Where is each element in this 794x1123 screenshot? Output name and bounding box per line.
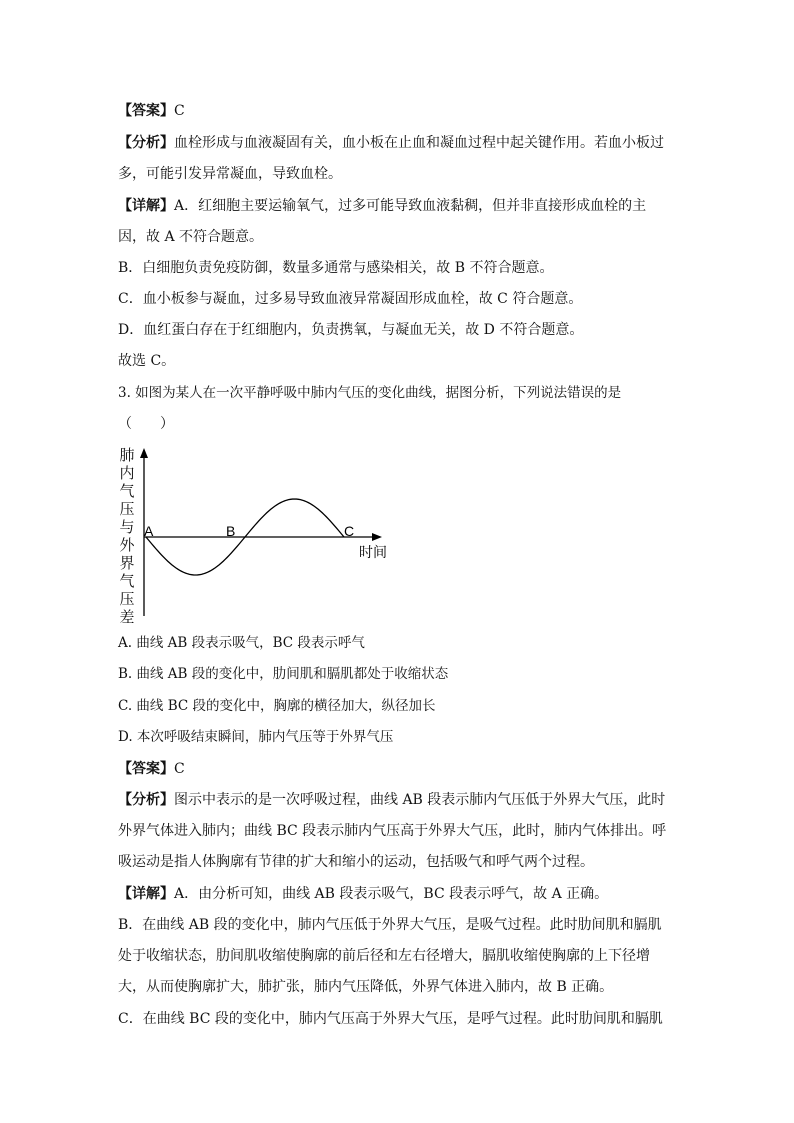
analysis-1-line-2: 多，可能引发异常凝血，导致血栓。 xyxy=(118,166,342,182)
analysis-3-line-1 xyxy=(118,790,665,810)
detail-1-option-c: C．血小板参与凝血，过多易导致血液异常凝固形成血栓，故 C 符合题意。 xyxy=(118,291,583,307)
x-axis-label: 时间 xyxy=(359,545,387,561)
detail-tag: 【详解】 xyxy=(118,886,174,902)
answer-value: C xyxy=(174,103,185,119)
analysis-tag: 【分析】 xyxy=(118,792,174,808)
detail-1-conclusion: 故选 C。 xyxy=(118,353,176,369)
detail-1-line-1 xyxy=(118,196,646,216)
detail-3-b-line-3: 大，从而使胸廓扩大，肺扩张，肺内气压降低，外界气体进入肺内，故 B 正确。 xyxy=(118,979,614,995)
detail-text: A．红细胞主要运输氧气，过多可能导致血液黏稠，但并非直接形成血栓的主 xyxy=(174,198,647,214)
detail-1-line-2: 因，故 A 不符合题意。 xyxy=(118,229,264,245)
analysis-text: 图示中表示的是一次呼吸过程，曲线 AB 段表示肺内气压低于外界大气压，此时 xyxy=(174,792,666,808)
question-3-stem-2: （ ） xyxy=(118,416,174,432)
option-a: A. 曲线 AB 段表示吸气，BC 段表示呼气 xyxy=(118,635,365,651)
detail-1-option-d: D．血红蛋白存在于红细胞内，负责携氧，与凝血无关，故 D 不符合题意。 xyxy=(118,322,584,338)
option-b: B. 曲线 AB 段的变化中，肋间肌和膈肌都处于收缩状态 xyxy=(118,666,449,682)
analysis-tag: 【分析】 xyxy=(118,135,174,151)
detail-tag: 【详解】 xyxy=(118,198,174,214)
answer-1 xyxy=(118,101,185,121)
point-label-a: A xyxy=(144,523,154,539)
answer-tag: 【答案】 xyxy=(118,761,174,777)
detail-3-c-line-1: C．在曲线 BC 段的变化中，肺内气压高于外界大气压，是呼气过程。此时肋间肌和膈肌 xyxy=(118,1011,663,1027)
chart-y-axis-label: 肺内气压与外界气压差 xyxy=(119,446,135,626)
answer-tag: 【答案】 xyxy=(118,103,174,119)
answer-value: C xyxy=(174,761,185,777)
detail-3-b-line-2: 处于收缩状态，肋间肌收缩使胸廓的前后径和左右径增大，膈肌收缩使胸廓的上下径增 xyxy=(118,948,650,964)
answer-3 xyxy=(118,759,185,779)
detail-3-b-line-1: B．在曲线 AB 段的变化中，肺内气压低于外界大气压，是吸气过程。此时肋间肌和膈肌 xyxy=(118,917,662,933)
detail-1-option-b: B．白细胞负责免疫防御，数量多通常与感染相关，故 B 不符合题意。 xyxy=(118,260,554,276)
detail-3-line-1 xyxy=(118,884,608,904)
pressure-chart xyxy=(116,440,406,620)
point-label-b: B xyxy=(226,523,236,539)
y-axis-arrow xyxy=(140,448,148,458)
x-axis-arrow xyxy=(372,533,382,541)
point-label-c: C xyxy=(344,523,355,539)
option-c: C. 曲线 BC 段的变化中，胸廓的横径加大，纵径加长 xyxy=(118,698,436,714)
detail-text: A．由分析可知，曲线 AB 段表示吸气，BC 段表示呼气，故 A 正确。 xyxy=(174,886,609,902)
analysis-3-line-2: 外界气体进入肺内；曲线 BC 段表示肺内气压高于外界大气压，此时，肺内气体排出。呼 xyxy=(118,823,667,839)
analysis-3-line-3: 吸运动是指人体胸廓有节律的扩大和缩小的运动，包括吸气和呼气两个过程。 xyxy=(118,854,594,870)
option-d: D. 本次呼吸结束瞬间，肺内气压等于外界气压 xyxy=(118,729,394,745)
analysis-text: 血栓形成与血液凝固有关，血小板在止血和凝血过程中起关键作用。若血小板过 xyxy=(174,135,664,151)
question-3-stem-1: 3. 如图为某人在一次平静呼吸中肺内气压的变化曲线，据图分析，下列说法错误的是 xyxy=(118,385,622,401)
analysis-1-line-1 xyxy=(118,133,664,153)
